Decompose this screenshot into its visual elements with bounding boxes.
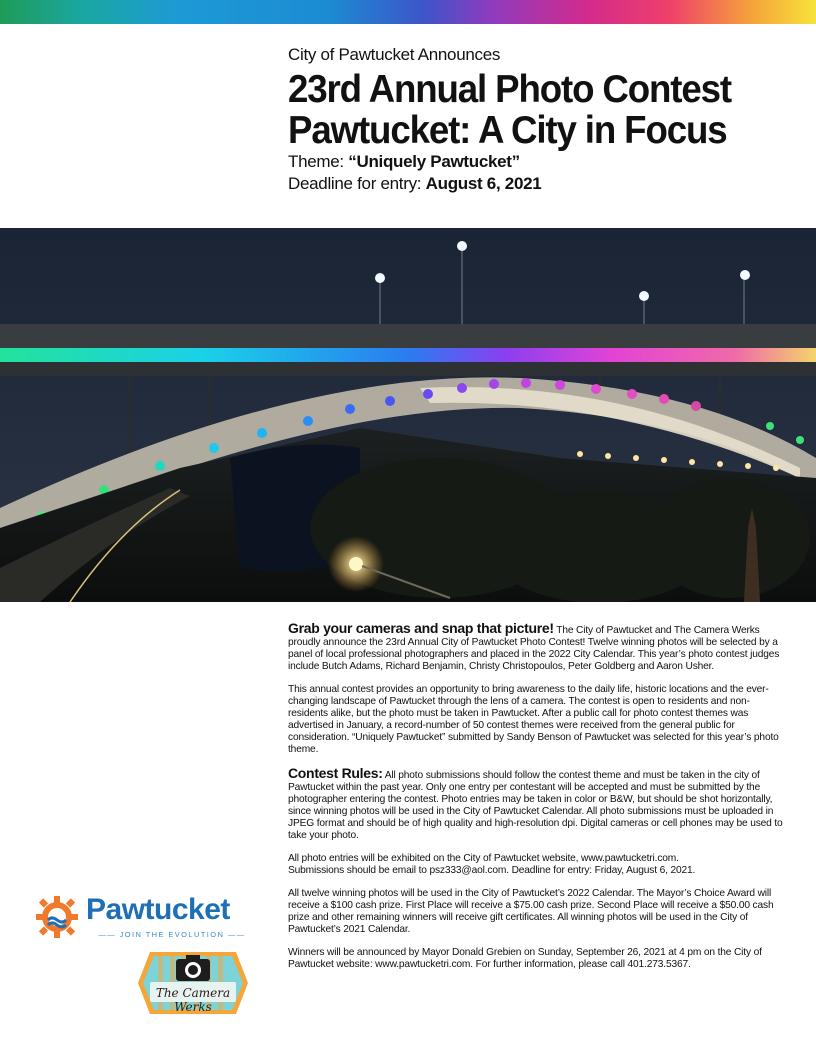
- contest-description: [288, 622, 784, 982]
- pawtucket-logo: [34, 892, 258, 944]
- pawtucket-tagline: —— JOIN THE EVOLUTION ——: [98, 930, 246, 939]
- gear-icon: [34, 894, 80, 940]
- theme-value: “Uniquely Pawtucket”: [348, 152, 520, 171]
- theme-label: Theme:: [288, 152, 349, 171]
- submission-paragraph: [288, 853, 784, 877]
- title-line-1: 23rd Annual Photo Contest: [288, 68, 731, 111]
- deadline-line: [288, 173, 808, 195]
- camera-werks-logo: [136, 946, 250, 1020]
- awareness-paragraph: This annual contest provides an opportunity to bring awareness to the daily life, historic locations and the ever-changing landscape of Pawtucket through the lens of a camera. The contest is open to residents and non-residents alike, but the photo must be taken in Pawtucket. After a public call for photo contest themes was advertised in January, a record-number of 50 contest themes were received from the general public for consideration. “Uniquely Pawtucket” submitted by Sandy Benson of Pawtucket was selected for this year’s photo theme.: [288, 684, 779, 755]
- theme-line: [288, 151, 808, 173]
- rainbow-header-bar: [0, 0, 816, 24]
- rules-lead: Contest Rules:: [288, 765, 383, 781]
- bridge-night-photo: [0, 228, 816, 602]
- announce-line: City of Pawtucket Announces: [288, 45, 501, 64]
- announcement-header: [288, 44, 808, 195]
- prizes-paragraph: All twelve winning photos will be used in the City of Pawtucket’s 2022 Calendar. The Mayor’s Choice Award will receive a $100 cash prize. First Place will receive a $75.00 cash prize. Second Place will receive a $50.00 cash prize and other remaining winners will receive gift certificates. All winning photos will be used in the City of Pawtucket’s 2021 Calendar.: [288, 888, 774, 935]
- pawtucket-wordmark: Pawtucket: [86, 893, 230, 926]
- deadline-value: August 6, 2021: [425, 174, 542, 193]
- deadline-label: Deadline for entry:: [288, 174, 426, 193]
- camera-werks-wordmark: The Camera Werks: [155, 986, 231, 1014]
- intro-lead: Grab your cameras and snap that picture!: [288, 620, 554, 636]
- title-line-2: Pawtucket: A City in Focus: [288, 109, 727, 152]
- winners-paragraph: Winners will be announced by Mayor Donald Grebien on Sunday, September 26, 2021 at 4 pm on the City of Pawtucket website: www.pawtucketri.com. For further information, please call 401.273.5367.: [288, 947, 762, 970]
- intro-paragraph: [288, 622, 784, 673]
- rules-paragraph: [288, 767, 784, 842]
- submission-line-2: Submissions should be email to psz333@aol.com. Deadline for entry: Friday, August 6, 2021.: [288, 865, 696, 876]
- intro-text: The City of Pawtucket and The Camera Werks proudly announce the 23rd Annual City of Pawtucket Photo Contest! Twelve winning photos will be selected by a panel of local professional photographers and placed in the 2022 City Calendar. This year’s photo contest judges include Butch Adams, Richard Benjamin, Christy Christopoulos, Peter Goldberg and Aaron Usher.: [288, 625, 780, 672]
- submission-line-1: All photo entries will be exhibited on the City of Pawtucket website, www.pawtucketri.com.: [288, 853, 679, 864]
- rules-text: All photo submissions should follow the contest theme and must be taken in the city of Pawtucket within the past year. Only one entry per contestant will be accepted and must be submitted by the photographer entering the contest. Photo entries may be taken in color or B&W, but should be shot horizontally, since winning photos will be used in the City of Pawtucket Calendar. All photo submissions must be uploaded in JPEG format and should be of high quality and high-resolution dpi. Digital cameras or cell phones may be used to take your photo.: [288, 770, 783, 841]
